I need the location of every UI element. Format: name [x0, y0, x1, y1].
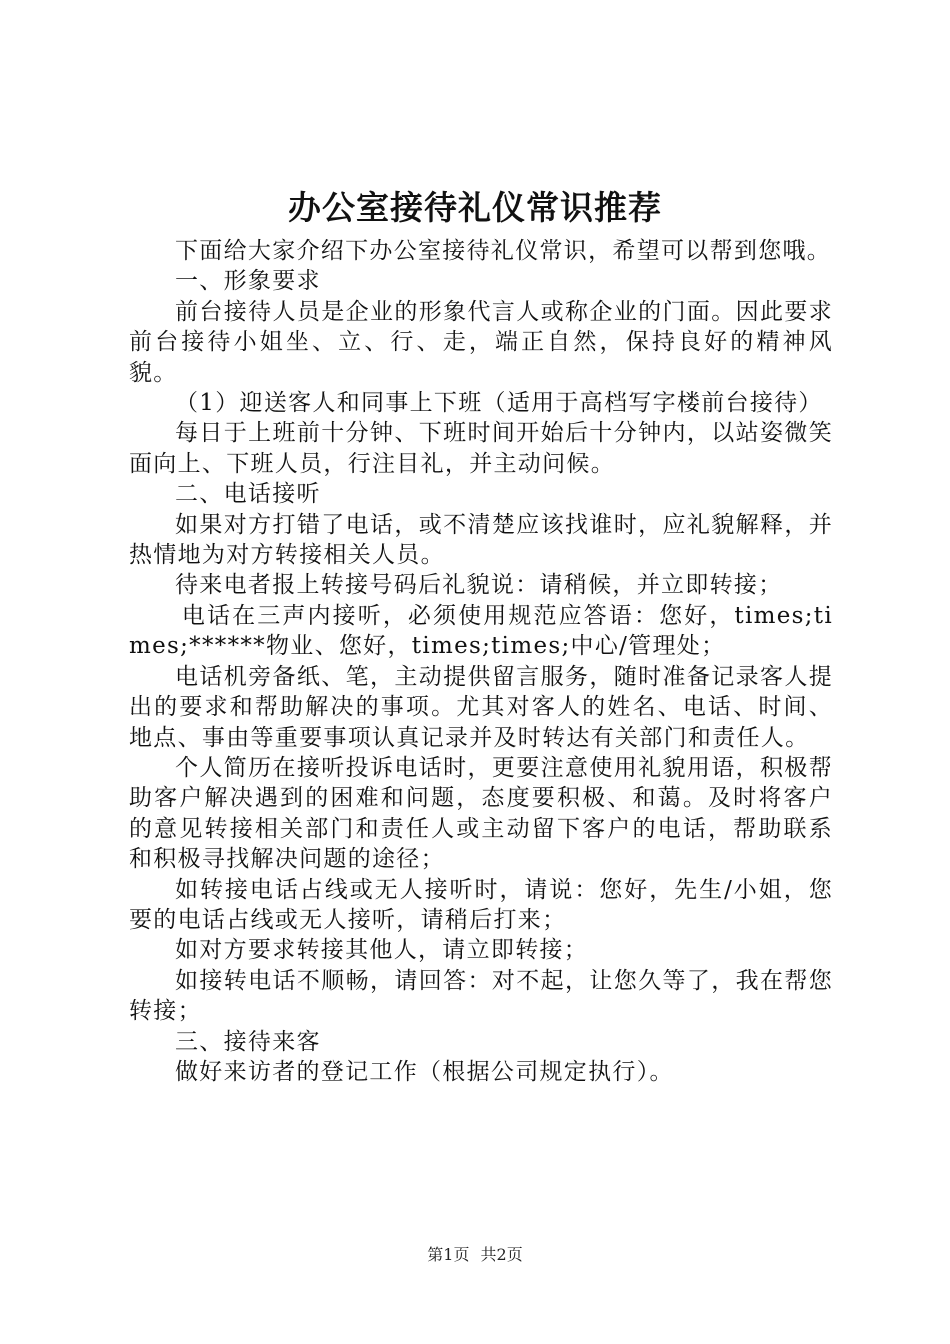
paragraph: 电话机旁备纸、笔，主动提供留言服务，随时准备记录客人提出的要求和帮助解决的事项。尤其对客人的姓名、电话、时间、地点、事由等重要事项认真记录并及时转达有关部门和责任人。 — [129, 663, 833, 751]
paragraph: 做好来访者的登记工作（根据公司规定执行）。 — [175, 1058, 674, 1085]
paragraph: 电话在三声内接听，必须使用规范应答语：您好，times;times;******物业、您好，times;times;中心/管理处； — [129, 602, 833, 660]
paragraph: （1）迎送客人和同事上下班（适用于高档写字楼前台接待） — [175, 390, 823, 417]
paragraph: 个人简历在接听投诉电话时，更要注意使用礼貌用语，积极帮助客户解决遇到的困难和问题，态度要积极、和蔼。及时将客户的意见转接相关部门和责任人或主动留下客户的电话，帮助联系和积极寻找解决问题的途径； — [129, 754, 833, 873]
paragraph: 如果对方打错了电话，或不清楚应该找谁时，应礼貌解释，并热情地为对方转接相关人员。 — [129, 511, 833, 569]
paragraph: 待来电者报上转接号码后礼貌说：请稍候，并立即转接； — [175, 572, 783, 599]
page-total: 共2页 — [480, 1245, 523, 1264]
intro-paragraph: 下面给大家介绍下办公室接待礼仪常识，希望可以帮到您哦。 — [175, 238, 832, 264]
paragraph: 如接转电话不顺畅，请回答：对不起，让您久等了，我在帮您转接； — [129, 967, 833, 1025]
section-heading-appearance: 一、形象要求 — [175, 268, 321, 295]
section-heading-phone: 二、电话接听 — [175, 481, 321, 508]
document-body — [129, 236, 833, 1087]
section-heading-visitors: 三、接待来客 — [175, 1028, 321, 1055]
paragraph: 每日于上班前十分钟、下班时间开始后十分钟内，以站姿微笑面向上、下班人员，行注目礼，并主动问候。 — [129, 420, 833, 477]
page-number: 第1页 — [427, 1245, 470, 1264]
page-footer — [0, 1244, 950, 1266]
document-title: 办公室接待礼仪常识推荐 — [288, 188, 662, 227]
paragraph: 如转接电话占线或无人接听时，请说：您好，先生/小姐，您要的电话占线或无人接听，请稍后打来； — [129, 876, 833, 933]
paragraph: 如对方要求转接其他人，请立即转接； — [175, 937, 589, 964]
paragraph: 前台接待人员是企业的形象代言人或称企业的门面。因此要求前台接待小姐坐、立、行、走，端正自然，保持良好的精神风貌。 — [129, 298, 833, 386]
